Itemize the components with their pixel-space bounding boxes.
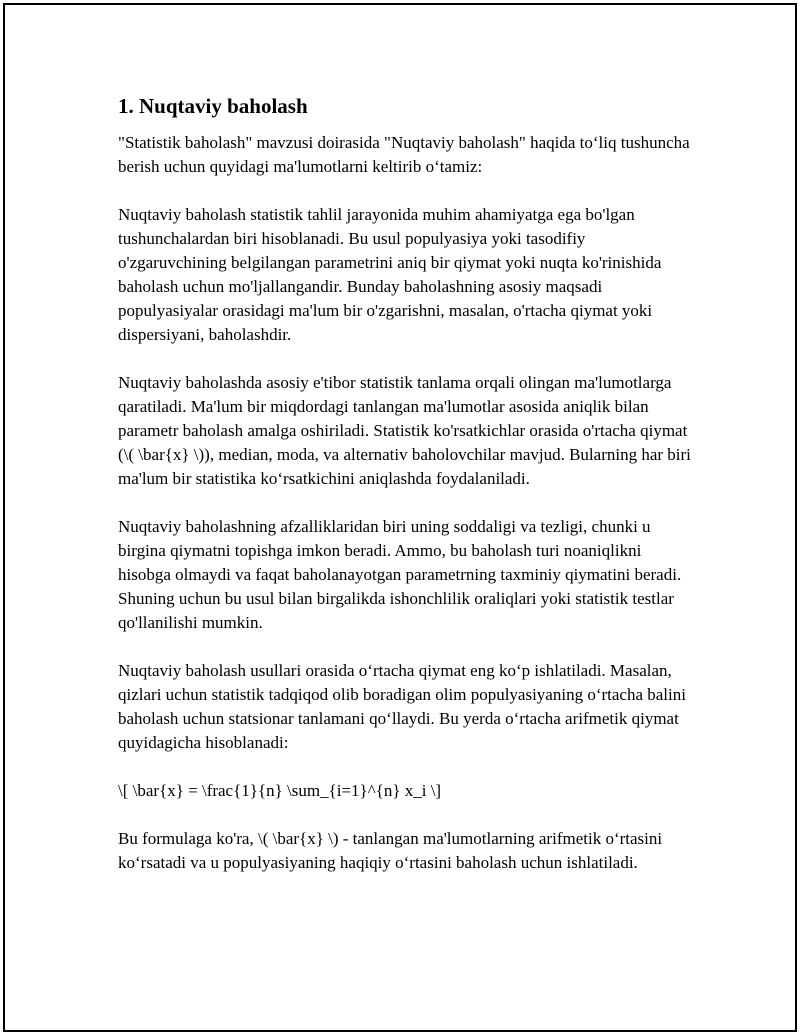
intro-paragraph: "Statistik baholash" mavzusi doirasida "Nuqtaviy baholash" haqida to‘liq tushuncha berish uchun quyidagi ma'lumotlarni keltirib o‘tamiz: xyxy=(118,133,690,176)
definition-paragraph: Nuqtaviy baholash statistik tahlil jarayonida muhim ahamiyatga ega bo'lgan tushunchalardan biri hisoblanadi. Bu usul populyasiya yoki tasodifiy o'zgaruvchining belgilangan parametrini aniq bir qiymat yoki nuqta ko'rinishida baholash uchun mo'ljallangandir. Bunday baholashning asosiy maqsadi populyasiyalar orasidagi ma'lum bir o'zgarishni, masalan, o'rtacha qiymat yoki dispersiyani, baholashdir. xyxy=(118,205,662,344)
methods-paragraph: Nuqtaviy baholash usullari orasida o‘rtacha qiymat eng ko‘p ishlatiladi. Masalan, qizlari uchun statistik tadqiqod olib boradigan olim populyasiyaning o‘rtacha balini baholash uchun statsionar tanlamani qo‘llaydi. Bu yerda o‘rtacha arifmetik qiymat quyidagicha hisoblanadi: xyxy=(118,661,686,752)
section-title: 1. Nuqtaviy baholash xyxy=(118,94,308,118)
mean-formula: \[ \bar{x} = \frac{1}{n} \sum_{i=1}^{n} x_i \] xyxy=(118,781,442,800)
closing-paragraph: Bu formulaga ko'ra, \( \bar{x} \) - tanlangan ma'lumotlarning arifmetik o‘rtasini ko‘rsatadi va u populyasiyaning haqiqiy o‘rtasini baholash uchun ishlatiladi. xyxy=(118,829,663,872)
sample-paragraph: Nuqtaviy baholashda asosiy e'tibor statistik tanlama orqali olingan ma'lumotlarga qaratiladi. Ma'lum bir miqdordagi tanlangan ma'lumotlar asosida aniqlik bilan parametr baholash amalga oshiriladi. Statistik ko'rsatkichlar orasida o'rtacha qiymat (\( \bar{x} \)), median, moda, va alternativ baholovchilar mavjud. Bularning har biri ma'lum bir statistika ko‘rsatkichini aniqlashda foydalaniladi. xyxy=(118,373,691,488)
advantages-paragraph: Nuqtaviy baholashning afzalliklaridan biri uning soddaligi va tezligi, chunki u birgina qiymatni topishga imkon beradi. Ammo, bu baholash turi noaniqlikni hisobga olmaydi va faqat baholanayotgan parametrning taxminiy qiymatini beradi. Shuning uchun bu usul bilan birgalikda ishonchlilik oraliqlari yoki statistik testlar qo'llanilishi mumkin. xyxy=(118,517,682,632)
document-body xyxy=(118,93,698,899)
